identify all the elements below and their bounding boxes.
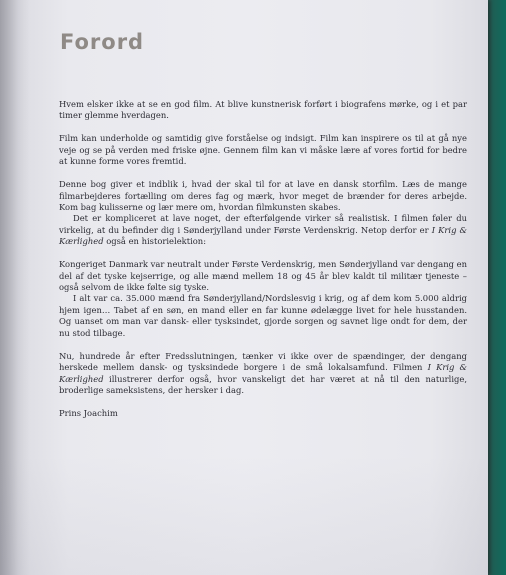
paragraph-3: Denne bog giver et indblik i, hvad der skal til for at lave en dansk storfilm. Læs de mange filmarbejderes fortælling om deres fag og mærk, hvor meget de brænder for deres arbejde. Kom bag kulisserne og lær mere om, hvordan filmkunsten skabes.: [59, 179, 467, 213]
paragraph-4: [59, 213, 467, 247]
film-title: I Krig & Kærlighed: [59, 362, 467, 384]
page-title: Forord: [60, 30, 145, 54]
paragraph-5: Kongeriget Danmark var neutralt under Første Verdenskrig, men Sønderjylland var dengang en del af det tyske kejserrige, og alle mænd mellem 18 og 45 år blev kaldt til militær tjeneste – også selvom de ikke følte sig tyske.: [59, 259, 467, 293]
paragraph-4-text-start: Det er kompliceret at lave noget, der efterfølgende virker så realistisk. I filmen føler du virkelig, at du befinder dig i Sønderjylland under Første Verdenskrig. Netop derfor er: [59, 213, 467, 235]
paragraph-7-text-start: Nu, hundrede år efter Fredsslutningen, tænker vi ikke over de spændinger, der dengang herskede mellem dansk- og tysksindede borgere i de små lokalsamfund. Filmen: [59, 350, 467, 373]
paragraph-4-text-end: også en historielektion:: [103, 236, 207, 247]
paragraph-7-text-end: illustrerer derfor også, hvor vanskeligt det har været at nå til den naturlige, broderlige sameksistens, der hersker i dag.: [59, 373, 467, 395]
page-bottom-shade: [0, 455, 488, 575]
paragraph-6: I alt var ca. 35.000 mænd fra Sønderjylland/Nordslesvig i krig, og af dem kom 5.000 aldrig hjem igen… Tabet af en søn, en mand eller en far kunne ødelægge livet for hele husstanden. Og uanset om man var dansk- eller tysksindet, gjorde sorgen og savnet lige ondt for dem, der nu stod tilbage.: [59, 293, 467, 338]
film-title: I Krig & Kærlighed: [59, 224, 467, 247]
paragraph-1: Hvem elsker ikke at se en god film. At blive kunstnerisk forført i biografens mørke, og i et par timer glemme hverdagen.: [59, 99, 467, 121]
foreword-body: [59, 99, 467, 431]
signature: Prins Joachim: [59, 407, 118, 418]
paragraph-7: [59, 351, 467, 397]
paragraph-2: Film kan underholde og samtidig give forståelse og indsigt. Film kan inspirere os til at gå nye veje og se på verden med friske øjne. Gennem film kan vi måske lære af vores fortid for bedre at kunne forme vores fremtid.: [59, 133, 467, 167]
